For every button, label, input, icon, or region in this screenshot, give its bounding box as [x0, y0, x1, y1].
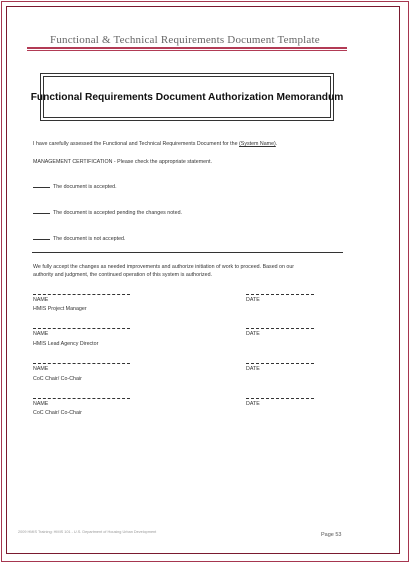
- memo-title-box: [30, 73, 344, 121]
- date-line[interactable]: [246, 294, 314, 295]
- date-line[interactable]: [246, 398, 314, 399]
- management-certification: MANAGEMENT CERTIFICATION - Please check the appropriate statement.: [33, 159, 212, 165]
- name-label: NAME: [33, 401, 49, 407]
- name-label: NAME: [33, 331, 49, 337]
- option-accepted: The document is accepted.: [33, 184, 117, 190]
- date-label: DATE: [246, 297, 260, 303]
- checkbox-blank-not-accepted[interactable]: [33, 239, 50, 240]
- signature-line[interactable]: [33, 398, 130, 399]
- signer-role: HMIS Project Manager: [33, 306, 87, 312]
- page-number: Page 53: [321, 532, 342, 538]
- date-label: DATE: [246, 366, 260, 372]
- section-divider: [32, 252, 343, 253]
- signature-line[interactable]: [33, 328, 130, 329]
- checkbox-blank-accepted[interactable]: [33, 187, 50, 188]
- date-line[interactable]: [246, 363, 314, 364]
- acceptance-statement-line2: authority and judgment, the continued operation of this system is authorized.: [33, 272, 213, 278]
- date-label: DATE: [246, 331, 260, 337]
- date-label: DATE: [246, 401, 260, 407]
- system-name-placeholder: (System Name): [239, 141, 276, 147]
- header-rule-thin: [27, 50, 347, 51]
- option-accepted-pending: The document is accepted pending the changes noted.: [33, 210, 182, 216]
- memo-title: Functional Requirements Document Authorization Memorandum: [30, 91, 344, 103]
- signature-line[interactable]: [33, 294, 130, 295]
- name-label: NAME: [33, 366, 49, 372]
- signer-role: HMIS Lead Agency Director: [33, 341, 99, 347]
- name-label: NAME: [33, 297, 49, 303]
- option-not-accepted: The document is not accepted.: [33, 236, 125, 242]
- acceptance-statement-line1: We fully accept the changes as needed improvements and authorize initiation of work to proceed. Based on our: [33, 264, 295, 270]
- signer-role: CoC Chair/ Co-Chair: [33, 376, 82, 382]
- footer-text: 2009 HMIS Training: HMIS 101 - U.S. Department of Housing Urban Development: [18, 530, 157, 534]
- signature-line[interactable]: [33, 363, 130, 364]
- document-header-title: Functional & Technical Requirements Document Template: [50, 34, 320, 46]
- date-line[interactable]: [246, 328, 314, 329]
- signer-role: CoC Chair/ Co-Chair: [33, 410, 82, 416]
- checkbox-blank-pending[interactable]: [33, 213, 50, 214]
- header-rule: [27, 47, 347, 49]
- intro-statement: I have carefully assessed the Functional and Technical Requirements Document for the (System Name).: [33, 141, 278, 147]
